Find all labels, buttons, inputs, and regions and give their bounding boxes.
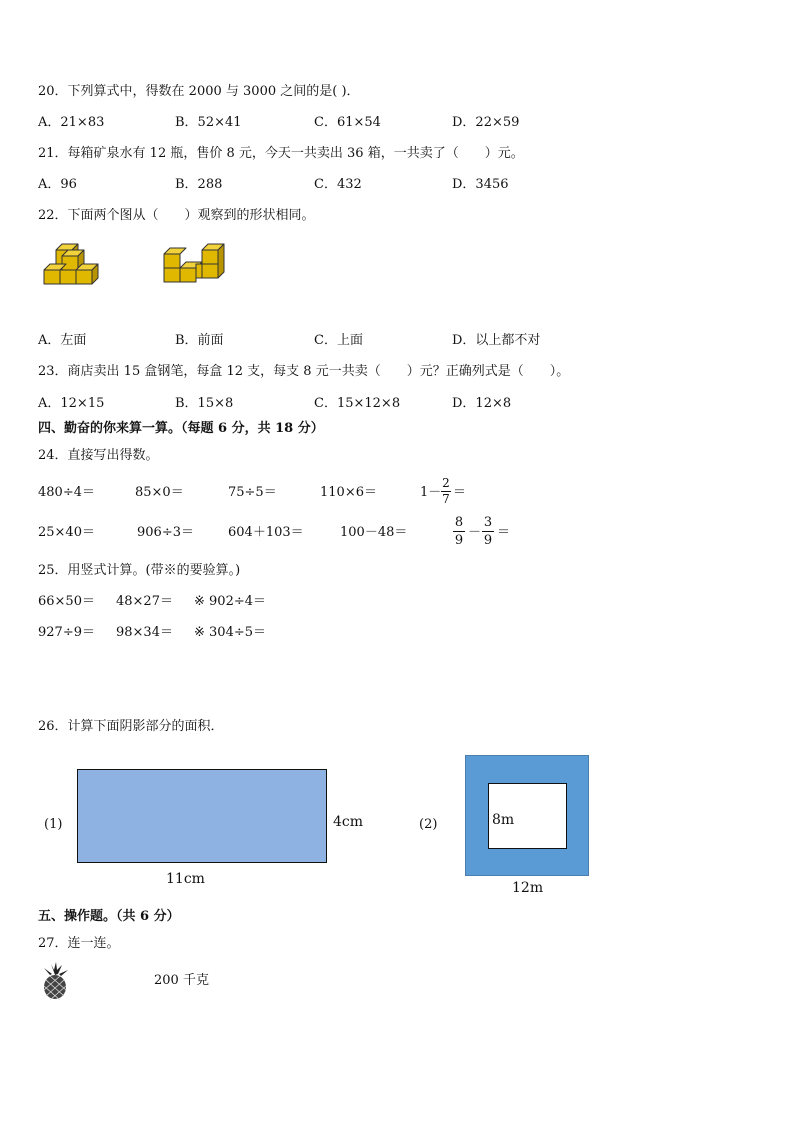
q24-item: 25×40＝ — [38, 525, 95, 540]
q22-stem: 22．下面两个图从（ ）观察到的形状相同。 — [38, 208, 315, 223]
q24-fraction-op: － — [468, 525, 482, 540]
outer-square-label: 12m — [512, 880, 544, 896]
figure-label: (2) — [419, 817, 438, 832]
q25-item: 48×27＝ — [116, 594, 173, 609]
rectangle-width-label: 11cm — [166, 871, 205, 887]
q24-fraction-a — [453, 515, 465, 548]
q24-item: 110×6＝ — [320, 485, 377, 500]
q23-stem: 23．商店卖出 15 盒钢笔，每盒 12 支，每支 8 元一共卖（ ）元？正确列式是（ ）。 — [38, 364, 570, 379]
q24-fraction-b — [482, 515, 494, 548]
q25-item: 98×34＝ — [116, 625, 173, 640]
q22-option-b[interactable]: B．前面 — [175, 333, 224, 348]
q20-option-c[interactable]: C．61×54 — [314, 115, 381, 130]
q27-stem: 27．连一连。 — [38, 936, 120, 951]
fraction-numerator: 2 — [442, 476, 450, 490]
q25-stem: 25．用竖式计算。(带※的要验算。) — [38, 563, 241, 578]
q24-item: 75÷5＝ — [228, 485, 277, 500]
q24-item: 906÷3＝ — [137, 525, 194, 540]
q24-item: 100－48＝ — [340, 525, 408, 540]
q24-fraction-prefix: 1－ — [420, 485, 442, 500]
fraction-numerator: 3 — [483, 515, 493, 530]
q24-stem: 24．直接写出得数。 — [38, 448, 159, 463]
q24-item: 480÷4＝ — [38, 485, 95, 500]
q21-option-d[interactable]: D．3456 — [452, 177, 509, 192]
q21-stem: 21．每箱矿泉水有 12 瓶，售价 8 元，今天一共卖出 36 箱，一共卖了（ ）元。 — [38, 146, 524, 161]
fraction-denominator: 9 — [454, 533, 464, 548]
q23-option-c[interactable]: C．15×12×8 — [314, 396, 401, 411]
q20-option-d[interactable]: D．22×59 — [452, 115, 520, 130]
shaded-rectangle — [77, 769, 327, 863]
q24-fraction-suffix: ＝ — [497, 525, 511, 540]
q25-item: 66×50＝ — [38, 594, 95, 609]
q20-option-b[interactable]: B．52×41 — [175, 115, 242, 130]
fraction-denominator: 7 — [442, 492, 450, 506]
q26-stem: 26．计算下面阴影部分的面积． — [38, 719, 224, 734]
q23-option-b[interactable]: B．15×8 — [175, 396, 234, 411]
pineapple-icon — [38, 962, 72, 1000]
q24-fraction-suffix: ＝ — [453, 485, 467, 500]
q25-item: 927÷9＝ — [38, 625, 95, 640]
q23-option-d[interactable]: D．12×8 — [452, 396, 512, 411]
cube-stack-icon — [160, 240, 226, 288]
q21-option-a[interactable]: A．96 — [38, 177, 77, 192]
q27-item: 200 千克 — [154, 973, 209, 988]
fraction-bar — [482, 531, 494, 532]
q21-option-b[interactable]: B．288 — [175, 177, 223, 192]
q24-item: 604＋103＝ — [228, 525, 304, 540]
q23-option-a[interactable]: A．12×15 — [38, 396, 105, 411]
section-heading: 五、操作题。（共 6 分） — [38, 909, 180, 924]
figure-label: (1) — [44, 817, 63, 832]
q21-option-c[interactable]: C．432 — [314, 177, 362, 192]
fraction-denominator: 9 — [483, 533, 493, 548]
section-heading: 四、勤奋的你来算一算。（每题 6 分，共 18 分） — [38, 421, 324, 436]
fraction-bar — [453, 531, 465, 532]
fraction-numerator: 8 — [454, 515, 464, 530]
q22-option-a[interactable]: A．左面 — [38, 333, 87, 348]
q22-option-d[interactable]: D．以上都不对 — [452, 333, 541, 348]
q24-fraction — [441, 477, 451, 506]
cube-stack-icon — [42, 240, 102, 288]
rectangle-height-label: 4cm — [333, 814, 364, 830]
q20-stem: 20．下列算式中，得数在 2000 与 3000 之间的是( )． — [38, 84, 360, 99]
inner-square-label: 8m — [492, 812, 515, 828]
q25-item: ※ 304÷5＝ — [194, 625, 267, 640]
q25-item: ※ 902÷4＝ — [194, 594, 267, 609]
q22-option-c[interactable]: C．上面 — [314, 333, 363, 348]
q20-option-a[interactable]: A．21×83 — [38, 115, 105, 130]
q24-item: 85×0＝ — [135, 485, 184, 500]
